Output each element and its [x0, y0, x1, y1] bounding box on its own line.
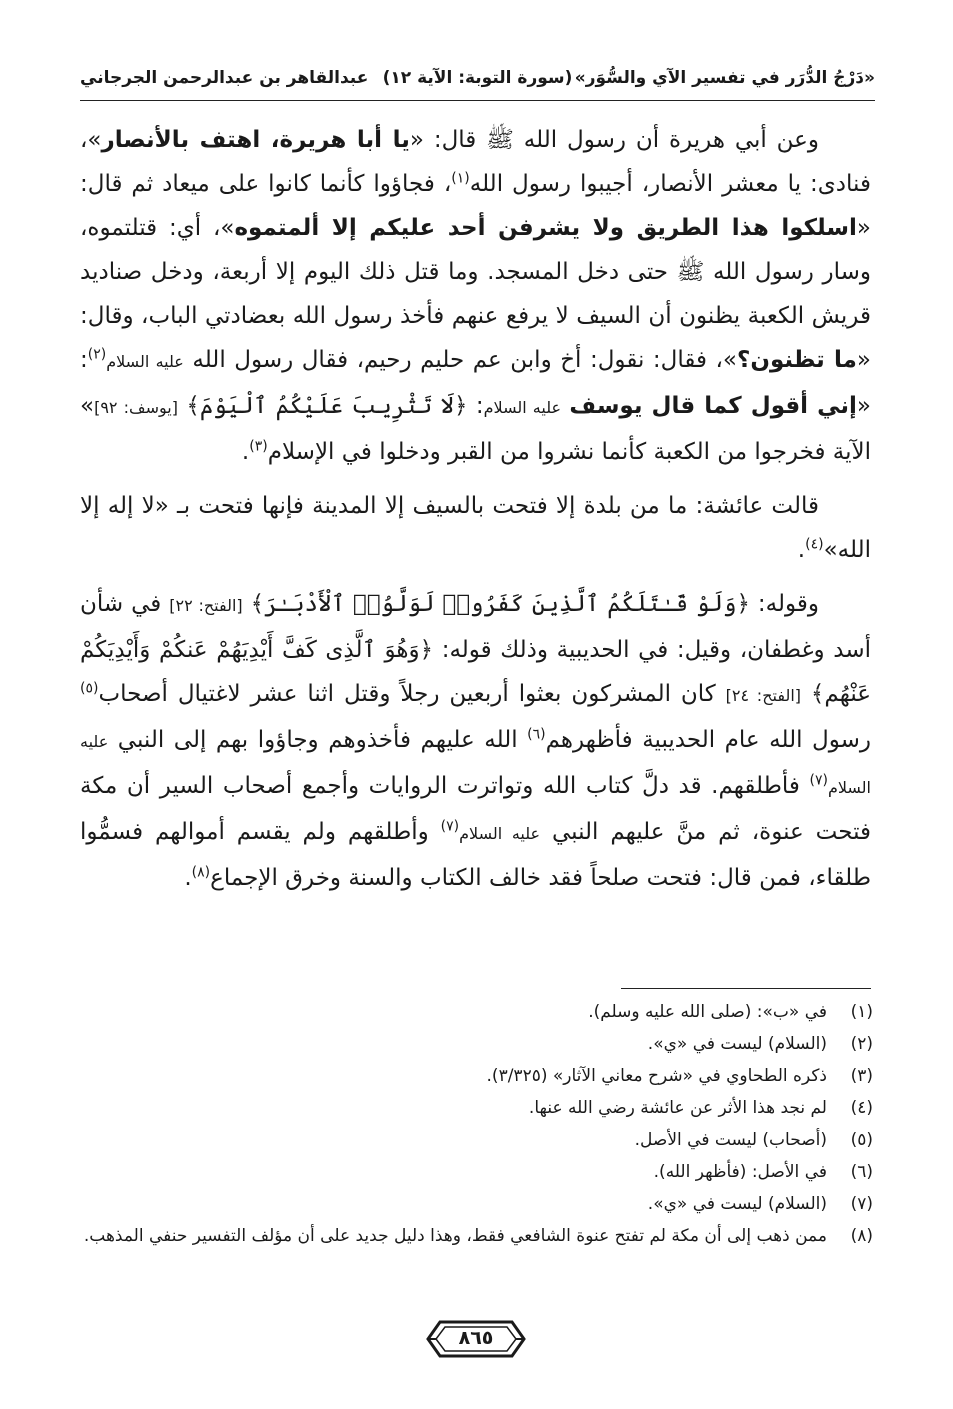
header-divider — [80, 100, 875, 101]
footnote-text: (السلام) ليست في «ي». — [647, 1194, 827, 1214]
footnote-number: (٥) — [850, 1130, 873, 1150]
footnote-text: (أصحاب) ليست في الأصل. — [634, 1130, 827, 1150]
p1-text-c: »، فنادى: يا معشر الأنصار، أجيبوا رسول الله — [80, 127, 871, 197]
p1-text-h: »، فقال: نقول: أخ وابن عم حليم رحيم، فقال رسول الله — [192, 347, 737, 373]
footnote-number: (١) — [850, 1002, 873, 1022]
p1-hadith-quote-4: إني أقول كما قال يوسف — [569, 393, 857, 419]
p1-text-i: : « — [80, 347, 871, 419]
header-section: (سورة التوبة: الآية ١٢) — [382, 68, 573, 88]
p3-text-c: في شأن أسد وغطفان، وقيل: في الحديبية وذلك قوله: ﴿ — [80, 591, 871, 663]
footnote-number: (٧) — [850, 1194, 873, 1214]
p3-text-b: ﴾ — [242, 591, 265, 617]
footnote-divider — [621, 988, 871, 989]
footnote-text: في «ب»: (صلى الله عليه وسلم). — [588, 1002, 827, 1022]
p3-text-j: . — [184, 865, 192, 891]
footnote-text: لم نجد هذا الأثر عن عائشة رضي الله عنها. — [528, 1098, 827, 1118]
p3-text-f: رسول الله عام الحديبية فأظهرهم — [545, 727, 872, 753]
p1-text-m: » الآية فخرجوا من الكعبة كأنما نشروا من القبر ودخلوا في الإسلام — [80, 393, 871, 465]
page-number-ornament — [426, 1318, 526, 1360]
verse-reference: [يوسف: ٩٢] — [94, 398, 178, 417]
p1-hadith-quote-3: ما تظنون؟ — [737, 347, 857, 373]
p1-text-k: : ﴿ — [454, 393, 484, 419]
footnote-number: (٨) — [850, 1226, 873, 1246]
p2-text-b: . — [797, 537, 806, 563]
footnote-number: (٤) — [850, 1098, 873, 1118]
footnote-ref-7b: (٧) — [440, 818, 460, 835]
footnote-text: (السلام) ليست في «ي». — [647, 1034, 827, 1054]
paragraph-1 — [80, 118, 871, 474]
footnote-text: في الأصل: (فأظهر الله). — [653, 1162, 827, 1182]
footnote-text: ممن ذهب إلى أن مكة لم تفتح عنوة الشافعي فقط، وهذا دليل جديد على أن مؤلف التفسير حنفي المذهب. — [83, 1226, 827, 1246]
footnote-ref-1: (١) — [451, 170, 470, 187]
footnote-item — [80, 1092, 873, 1124]
header-author: عبدالقاهر بن عبدالرحمن الجرجاني — [80, 68, 369, 88]
footnote-number: (٢) — [850, 1034, 873, 1054]
paragraph-3 — [80, 582, 871, 900]
p1-text-n: . — [241, 439, 250, 465]
honorific-glyph: عليه السلام — [80, 732, 871, 797]
p3-text-i: وأطلقهم ولم يقسم أموالهم فسمُّوا طلقاء، فمن قال: فتحت صلحاً فقد خالف الكتاب والسنة وخرق الإجماع — [80, 819, 871, 891]
quran-verse-fath-24: وَهُوَ ٱلَّذِى كَفَّ أَيْدِيَهُمْ عَنكُمْ وَأَيْدِيَكُمْ عَنْهُم — [80, 637, 871, 707]
footnote-item — [80, 1060, 873, 1092]
p3-text-d: ﴾ — [801, 681, 825, 707]
footnote-ref-6: (٦) — [527, 726, 546, 743]
verse-reference: [الفتح: ٢٤] — [725, 686, 802, 705]
quran-verse-yusuf-92: لَا تَثْرِيبَ عَلَيْكُمُ ٱلْيَوْمَ — [199, 393, 455, 419]
footnote-number: (٣) — [850, 1066, 873, 1086]
paragraph-2 — [80, 484, 871, 572]
footnote-number: (٦) — [850, 1162, 873, 1182]
footnote-item — [80, 1188, 873, 1220]
honorific-glyph: عليه السلام — [459, 824, 541, 843]
honorific-glyph: عليه السلام — [483, 398, 562, 417]
p3-text-g: الله عليهم فأخذوهم وجاؤوا بهم إلى النبي — [117, 727, 528, 753]
running-header — [80, 62, 875, 96]
footnotes — [80, 996, 873, 1252]
p2-text-a: قالت عائشة: ما من بلدة إلا فتحت بالسيف إلا المدينة فإنها فتحت بـ «لا إله إلا الله» — [80, 493, 871, 563]
header-book-title: «دَرْجُ الدُّرَر في تفسير الآي والسُّوَر» — [574, 68, 875, 88]
footnote-item — [80, 1124, 873, 1156]
p3-text-h: فأطلقهم. قد دلَّ كتاب الله وتواترت الروايات وأجمع أصحاب السير أن مكة فتحت عنوة، ثم منَّ عليهم النبي — [80, 773, 871, 845]
p1-text-f: »، أي: قتلتموه، وسار رسول الله ﷺ حتى دخل المسجد. وما قتل ذلك اليوم إلا أربعة، ودخل صناديد قريش الكعبة يظنون أن السيف لا يرفع عنهم فأخذ رسول الله بعضادتي الباب، وقال: « — [80, 215, 871, 373]
p1-hadith-quote-1: يا أبا هريرة، اهتف بالأنصار — [101, 127, 410, 153]
footnote-ref-8: (٨) — [191, 864, 211, 881]
p3-text-e: كان المشركون بعثوا أربعين رجلاً وقتل اثنا عشر لاغتيال أصحاب — [98, 681, 726, 707]
p1-hadith-quote-2: اسلكوا هذا الطريق ولا يشرفن أحد عليكم إلا ألمتموه — [234, 215, 857, 241]
footnote-ref-5: (٥) — [80, 680, 99, 697]
footnote-ref-7: (٧) — [809, 772, 828, 789]
p1-text-l: ﴾ — [177, 393, 200, 419]
quran-verse-fath-22: وَلَوْ قَـٰتَلَكُمُ ٱلَّذِينَ كَفَرُوا۟ لَوَلَّوُا۟ ٱلْأَدْبَـٰرَ — [264, 591, 737, 617]
main-text — [80, 118, 871, 910]
honorific-glyph: عليه السلام — [106, 352, 184, 371]
verse-reference: [الفتح: ٢٢] — [169, 596, 243, 615]
page-number: ٨٦٥ — [458, 1327, 494, 1349]
footnote-item — [80, 1220, 873, 1252]
footnote-item — [80, 1028, 873, 1060]
footnote-text: ذكره الطحاوي في «شرح معاني الآثار» (٣/٣٢٥). — [486, 1066, 827, 1086]
footnote-ref-3: (٣) — [249, 438, 268, 455]
p1-text-a: وعن أبي هريرة أن رسول الله ﷺ قال: « — [409, 127, 819, 153]
p1-text-d: ، فجاؤوا كأنما كانوا على ميعاد ثم قال: « — [80, 171, 871, 241]
footnote-ref-2: (٢) — [87, 346, 107, 363]
footnote-item — [80, 1156, 873, 1188]
footnote-item — [80, 996, 873, 1028]
p3-text-a: وقوله: ﴿ — [736, 591, 819, 617]
footnote-ref-4: (٤) — [805, 536, 824, 553]
